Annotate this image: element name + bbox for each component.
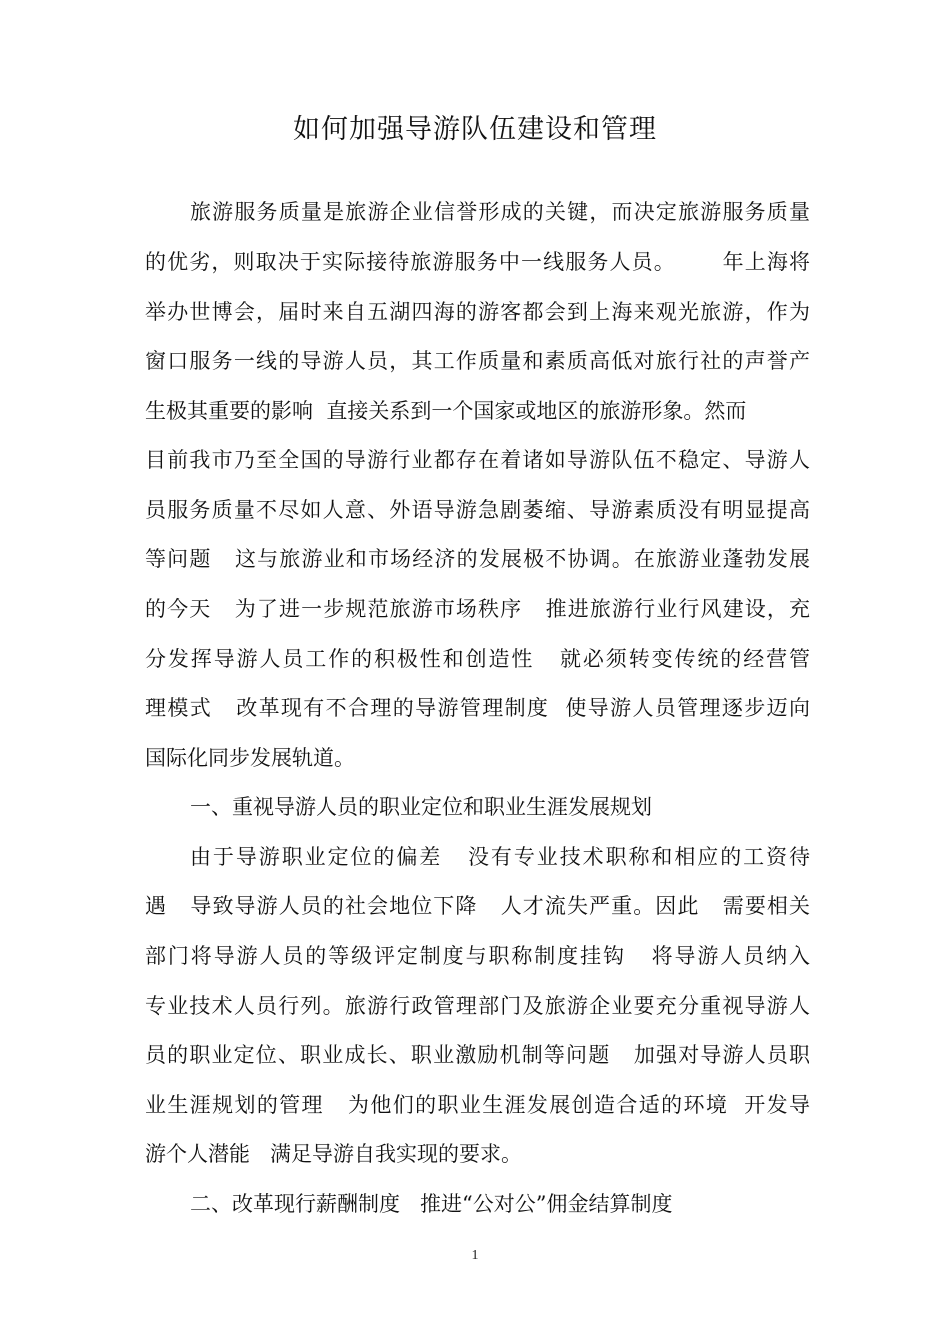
body-line: 国际化同步发展轨道。 — [145, 746, 355, 770]
body-line: 旅游服务质量是旅游企业信誉形成的关键，而决定旅游服务质量 — [190, 200, 810, 224]
body-line: 窗口服务一线的导游人员，其工作质量和素质高低对旅行社的声誉产 — [145, 349, 810, 373]
body-line: 的优劣，则取决于实际接待旅游服务中一线服务人员。 年上海将 — [145, 250, 810, 274]
body-line: 生极其重要的影响 直接关系到一个国家或地区的旅游形象。然而 — [145, 399, 747, 423]
body-line: 游个人潜能 满足导游自我实现的要求。 — [145, 1142, 523, 1166]
body-line: 专业技术人员行列。旅游行政管理部门及旅游企业要充分重视导游人 — [145, 994, 810, 1018]
body-line: 业生涯规划的管理 为他们的职业生涯发展创造合适的环境 开发导 — [145, 1093, 810, 1117]
body-line: 员的职业定位、职业成长、职业激励机制等问题 加强对导游人员职 — [145, 1043, 810, 1067]
body-line: 目前我市乃至全国的导游行业都存在着诸如导游队伍不稳定、导游人 — [145, 448, 810, 472]
body-line: 遇 导致导游人员的社会地位下降 人才流失严重。因此 需要相关 — [145, 894, 810, 918]
document-title: 如何加强导游队伍建设和管理 — [293, 114, 657, 145]
section-heading-2: 二、改革现行薪酬制度 推进“公对公”佣金结算制度 — [190, 1192, 673, 1216]
body-line: 由于导游职业定位的偏差 没有专业技术职称和相应的工资待 — [190, 845, 810, 869]
section-heading-1: 一、重视导游人员的职业定位和职业生涯发展规划 — [190, 795, 652, 819]
body-line: 等问题 这与旅游业和市场经济的发展极不协调。在旅游业蓬勃发展 — [145, 547, 810, 571]
body-line: 的今天 为了进一步规范旅游市场秩序 推进旅游行业行风建设，充 — [145, 597, 810, 621]
body-line: 员服务质量不尽如人意、外语导游急剧萎缩、导游素质没有明显提高 — [145, 498, 810, 522]
body-line: 举办世博会，届时来自五湖四海的游客都会到上海来观光旅游，作为 — [145, 300, 810, 324]
page-number: 1 — [471, 1248, 479, 1263]
body-line: 理模式 改革现有不合理的导游管理制度 使导游人员管理逐步迈向 — [145, 696, 810, 720]
body-line: 分发挥导游人员工作的积极性和创造性 就必须转变传统的经营管 — [145, 647, 810, 671]
body-line: 部门将导游人员的等级评定制度与职称制度挂钩 将导游人员纳入 — [145, 944, 810, 968]
